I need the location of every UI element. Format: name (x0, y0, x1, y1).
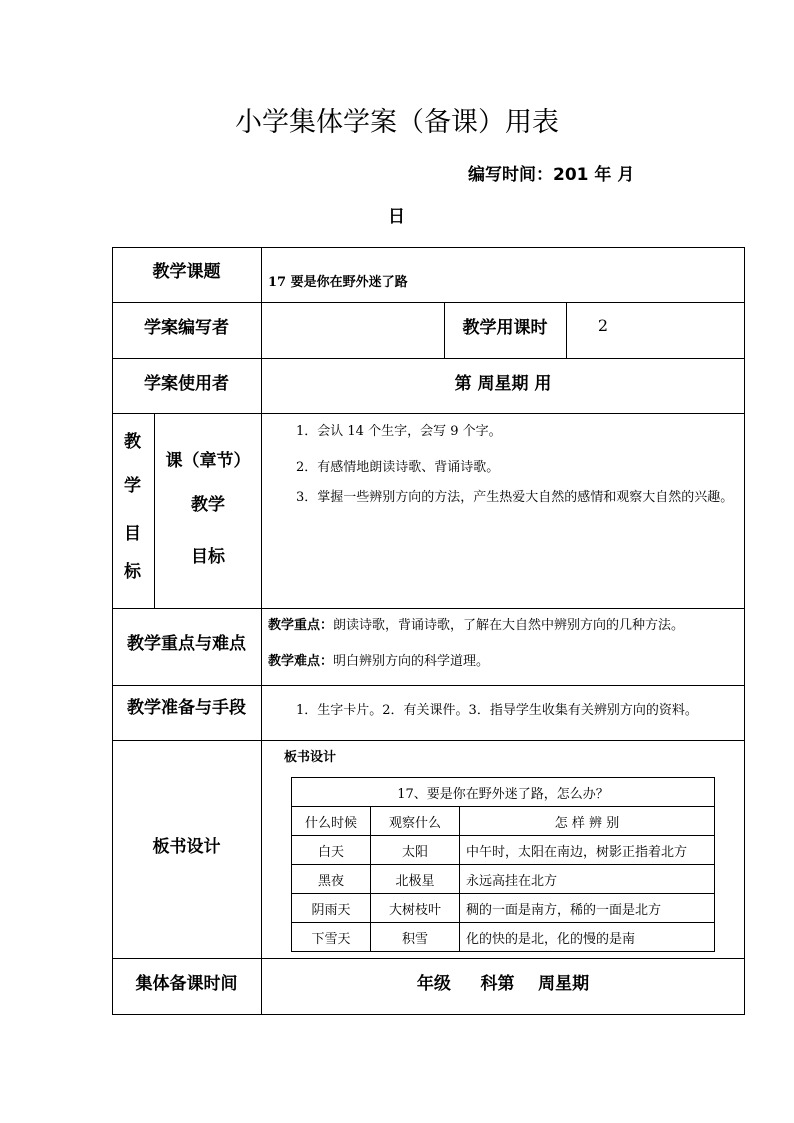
board-subtitle: 板书设计 (284, 750, 337, 765)
focus-label: 教学重点与难点 (127, 633, 246, 654)
board-heading: 17、要是你在野外迷了路，怎么办？ (292, 778, 715, 807)
board-table (291, 777, 715, 952)
board-col-header: 观察什么 (371, 807, 460, 836)
goal-item: 1．会认 14 个生字，会写 9 个字。 (296, 424, 502, 439)
board-cell: 太阳 (371, 836, 460, 865)
goal-item: 2．有感情地朗读诗歌、背诵诗歌。 (296, 460, 500, 475)
board-cell: 稠的一面是南方，稀的一面是北方 (460, 894, 715, 923)
board-cell: 阴雨天 (292, 894, 371, 923)
page-title: 小学集体学案（备课）用表 (235, 107, 559, 138)
collective-value: 年级 科第 周星期 (416, 973, 590, 994)
hours-value: 2 (597, 315, 609, 335)
difficulty-line: 教学难点：明白辨别方向的科学道理。 (268, 654, 490, 669)
board-cell: 化的快的是北，化的慢的是南 (460, 923, 715, 952)
board-cell: 白天 (292, 836, 371, 865)
table-row (292, 894, 715, 923)
board-cell: 下雪天 (292, 923, 371, 952)
date-line-day: 日 (388, 207, 405, 227)
prep-text: 1．生字卡片。2．有关课件。3．指导学生收集有关辨别方向的资料。 (296, 703, 698, 718)
goal-item: 3．掌握一些辨别方向的方法，产生热爱大自然的感情和观察大自然的兴趣。 (296, 490, 734, 505)
user-label: 学案使用者 (144, 373, 229, 394)
board-cell: 积雪 (371, 923, 460, 952)
board-cell: 大树枝叶 (371, 894, 460, 923)
board-cell: 北极星 (371, 865, 460, 894)
hours-label: 教学用课时 (462, 317, 548, 338)
table-row (292, 923, 715, 952)
goal-list (270, 422, 740, 508)
writer-label: 学案编写者 (144, 317, 229, 338)
collective-label: 集体备课时间 (135, 973, 238, 994)
goal-inner-label: 课（章节） 教学 目标 (165, 451, 251, 567)
user-value: 第 周星期 用 (454, 373, 552, 394)
board-cell: 黑夜 (292, 865, 371, 894)
prep-label: 教学准备与手段 (127, 697, 246, 718)
table-row (292, 836, 715, 865)
board-col-header: 怎 样 辨 别 (460, 807, 715, 836)
board-cell: 中午时，太阳在南边，树影正指着北方 (460, 836, 715, 865)
goal-outer-label: 教 学 目 标 (124, 432, 141, 582)
board-col-header: 什么时候 (292, 807, 371, 836)
table-row (292, 865, 715, 894)
board-cell: 永远高挂在北方 (460, 865, 715, 894)
board-label: 板书设计 (152, 836, 221, 857)
topic-value: 17 要是你在野外迷了路 (268, 274, 408, 290)
focus-line: 教学重点：朗读诗歌，背诵诗歌，了解在大自然中辨别方向的几种方法。 (268, 618, 685, 633)
date-line: 编写时间：201 年 月 (468, 165, 635, 185)
topic-label: 教学课题 (152, 262, 221, 282)
